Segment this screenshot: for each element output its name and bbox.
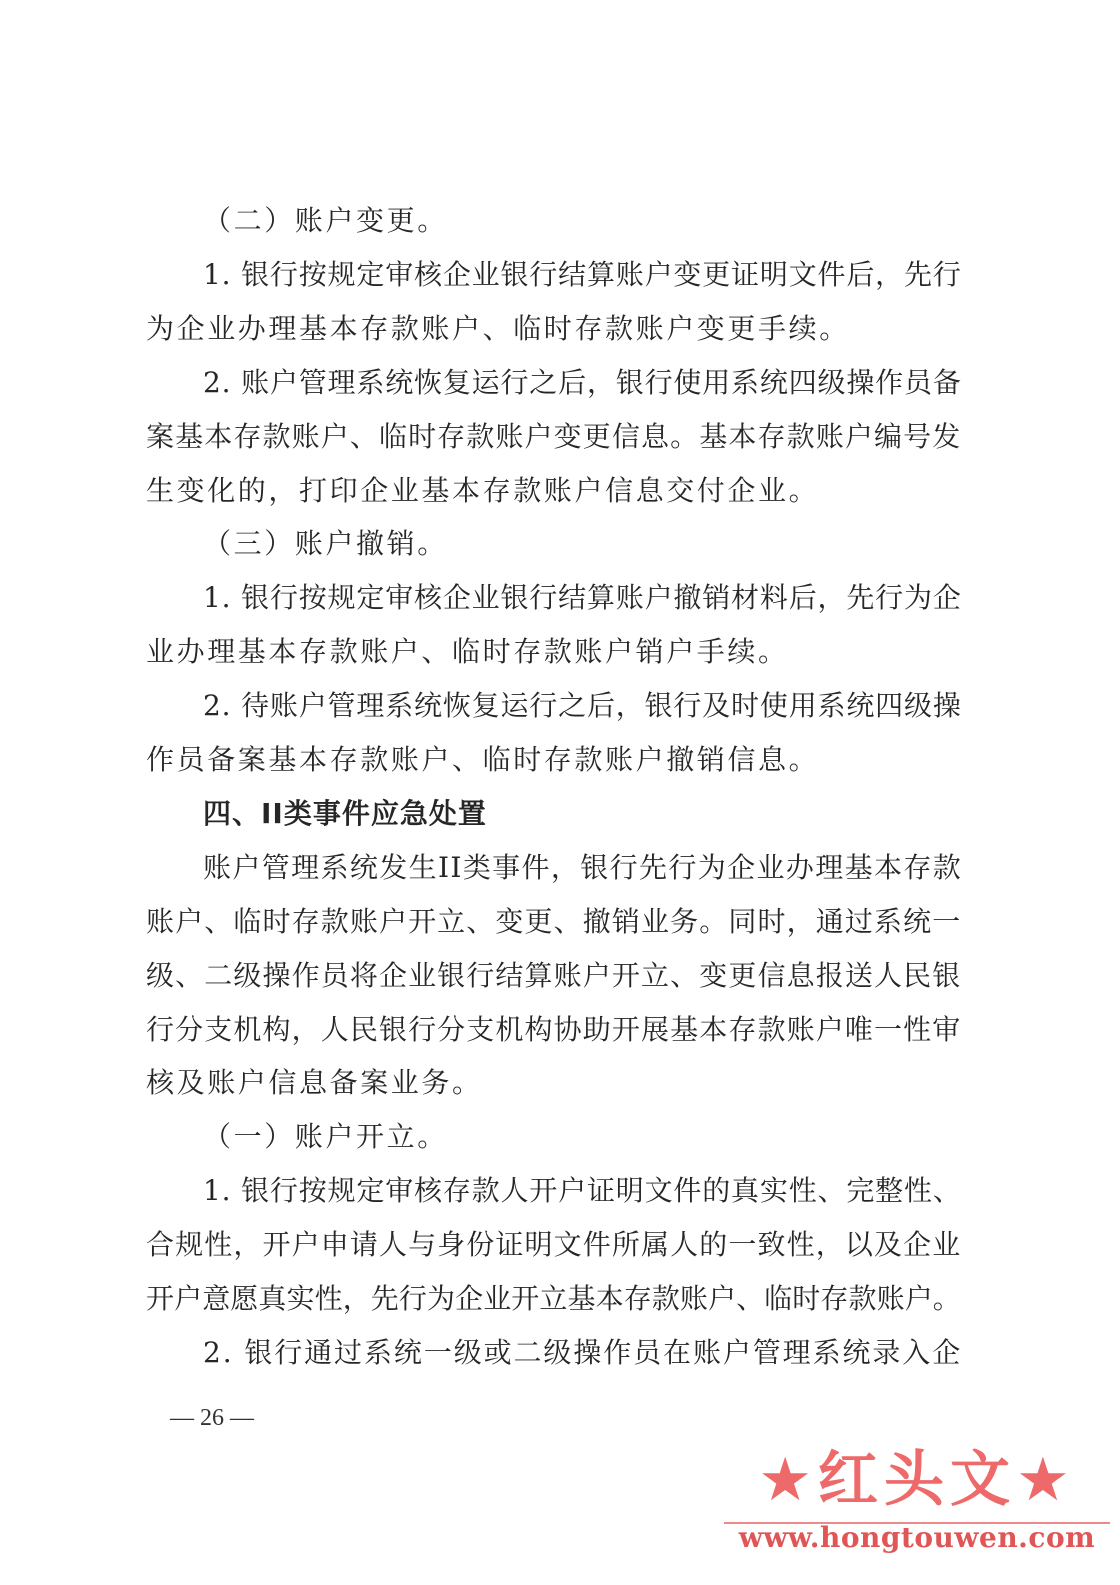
text-line: 1. 银行按规定审核企业银行结算账户撤销材料后，先行为企	[203, 581, 962, 614]
text-line: 2. 待账户管理系统恢复运行之后，银行及时使用系统四级操	[203, 689, 962, 722]
text-line: 2. 银行通过系统一级或二级操作员在账户管理系统录入企	[203, 1336, 963, 1369]
page-number: — 26 —	[170, 1405, 254, 1431]
text-line: 级、二级操作员将企业银行结算账户开立、变更信息报送人民银	[146, 959, 962, 992]
watermark-title: ★红头文★	[758, 1445, 1076, 1515]
watermark-url: www.hongtouwen.com	[738, 1521, 1096, 1554]
watermark	[722, 1440, 1112, 1575]
section-heading: 四、II类事件应急处置	[203, 797, 487, 830]
text-line: 合规性，开户申请人与身份证明文件所属人的一致性，以及企业	[146, 1228, 962, 1261]
text-line: 行分支机构，人民银行分支机构协助开展基本存款账户唯一性审	[146, 1013, 962, 1046]
text-line: 账户管理系统发生II类事件，银行先行为企业办理基本存款	[203, 851, 963, 884]
text-line: 核及账户信息备案业务。	[146, 1066, 483, 1099]
text-line: 案基本存款账户、临时存款账户变更信息。基本存款账户编号发	[146, 420, 962, 453]
text-line: 开户意愿真实性，先行为企业开立基本存款账户、临时存款账户。	[146, 1282, 961, 1315]
text-line: 作员备案基本存款账户、临时存款账户撤销信息。	[146, 743, 820, 776]
text-line: （二）账户变更。	[203, 204, 448, 237]
text-line: 账户、临时存款账户开立、变更、撤销业务。同时，通过系统一	[146, 905, 962, 938]
text-line: 1. 银行按规定审核企业银行结算账户变更证明文件后，先行	[203, 258, 962, 291]
text-line: 1. 银行按规定审核存款人开户证明文件的真实性、完整性、	[203, 1174, 962, 1207]
text-line: 为企业办理基本存款账户、临时存款账户变更手续。	[146, 312, 850, 345]
text-line: （一）账户开立。	[203, 1120, 448, 1153]
text-line: 业办理基本存款账户、临时存款账户销户手续。	[146, 635, 789, 668]
text-line: 生变化的，打印企业基本存款账户信息交付企业。	[146, 474, 820, 507]
text-line: （三）账户撤销。	[203, 527, 448, 560]
text-line: 2. 账户管理系统恢复运行之后，银行使用系统四级操作员备	[203, 366, 962, 399]
